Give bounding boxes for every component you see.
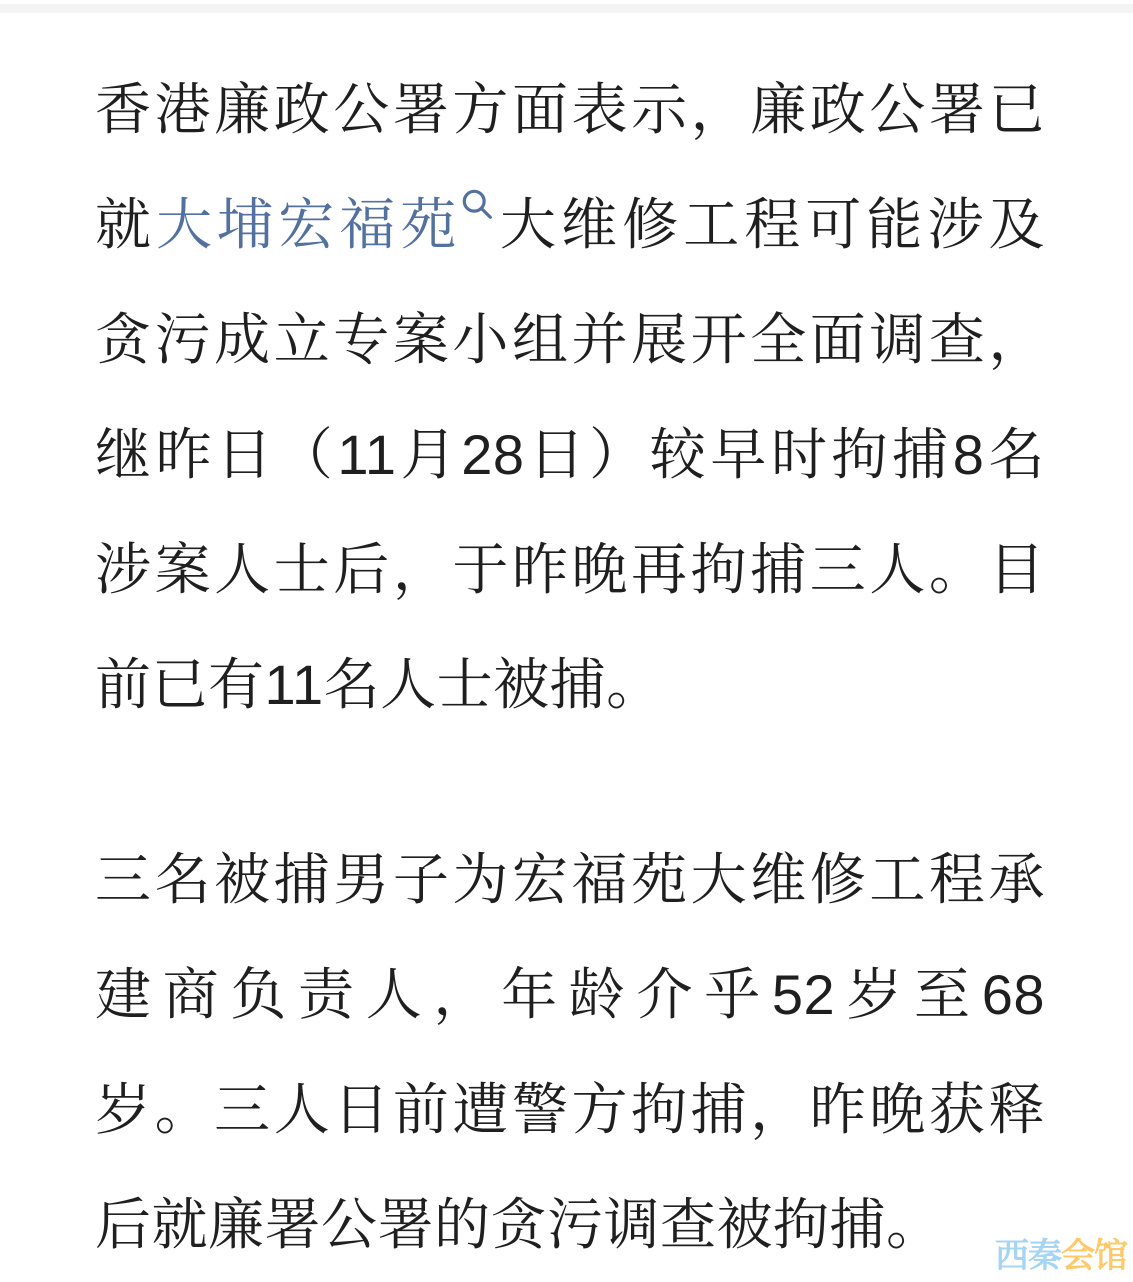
- top-divider-strip: [0, 4, 1133, 13]
- text-line: [95, 627, 1045, 742]
- watermark-text-blue: 西秦: [995, 1237, 1061, 1275]
- text-segment: 三名被捕男子为宏福苑大维修工程承: [95, 848, 1045, 911]
- text-segment: 涉案人士后，于昨晚再拘捕三人。目: [95, 538, 1045, 601]
- text-segment: 岁。三人日前遭警方拘捕，昨晚获释: [95, 1078, 1045, 1141]
- text-line: [95, 822, 1045, 937]
- text-segment: 继昨日（11月28日）较早时拘捕8名: [95, 423, 1045, 486]
- text-line: [95, 1052, 1045, 1167]
- text-segment: 贪污成立专案小组并展开全面调查，: [95, 308, 1045, 371]
- paragraph: [95, 52, 1045, 742]
- search-icon[interactable]: [461, 186, 495, 224]
- text-segment: 香港廉政公署方面表示，廉政公署已: [95, 78, 1045, 141]
- text-segment: 后就廉署公署的贪污调查被拘捕。: [95, 1193, 943, 1256]
- article-body: [95, 52, 1045, 1282]
- text-line: [95, 512, 1045, 627]
- text-line: [95, 937, 1045, 1052]
- watermark-text-orange: 会馆: [1061, 1237, 1127, 1275]
- text-line: [95, 167, 1045, 282]
- text-line: [95, 52, 1045, 167]
- paragraph: [95, 822, 1045, 1282]
- text-segment: 建商负责人，年龄介乎52岁至68: [95, 963, 1045, 1026]
- text-line: [95, 282, 1045, 397]
- entity-link[interactable]: 大埔宏福苑: [156, 193, 462, 256]
- text-segment: 大维修工程可能涉及: [495, 193, 1046, 256]
- text-segment: 就: [95, 193, 157, 256]
- text-line: [95, 1167, 1045, 1282]
- text-segment: 前已有11名人士被捕。: [95, 653, 663, 716]
- text-line: [95, 397, 1045, 512]
